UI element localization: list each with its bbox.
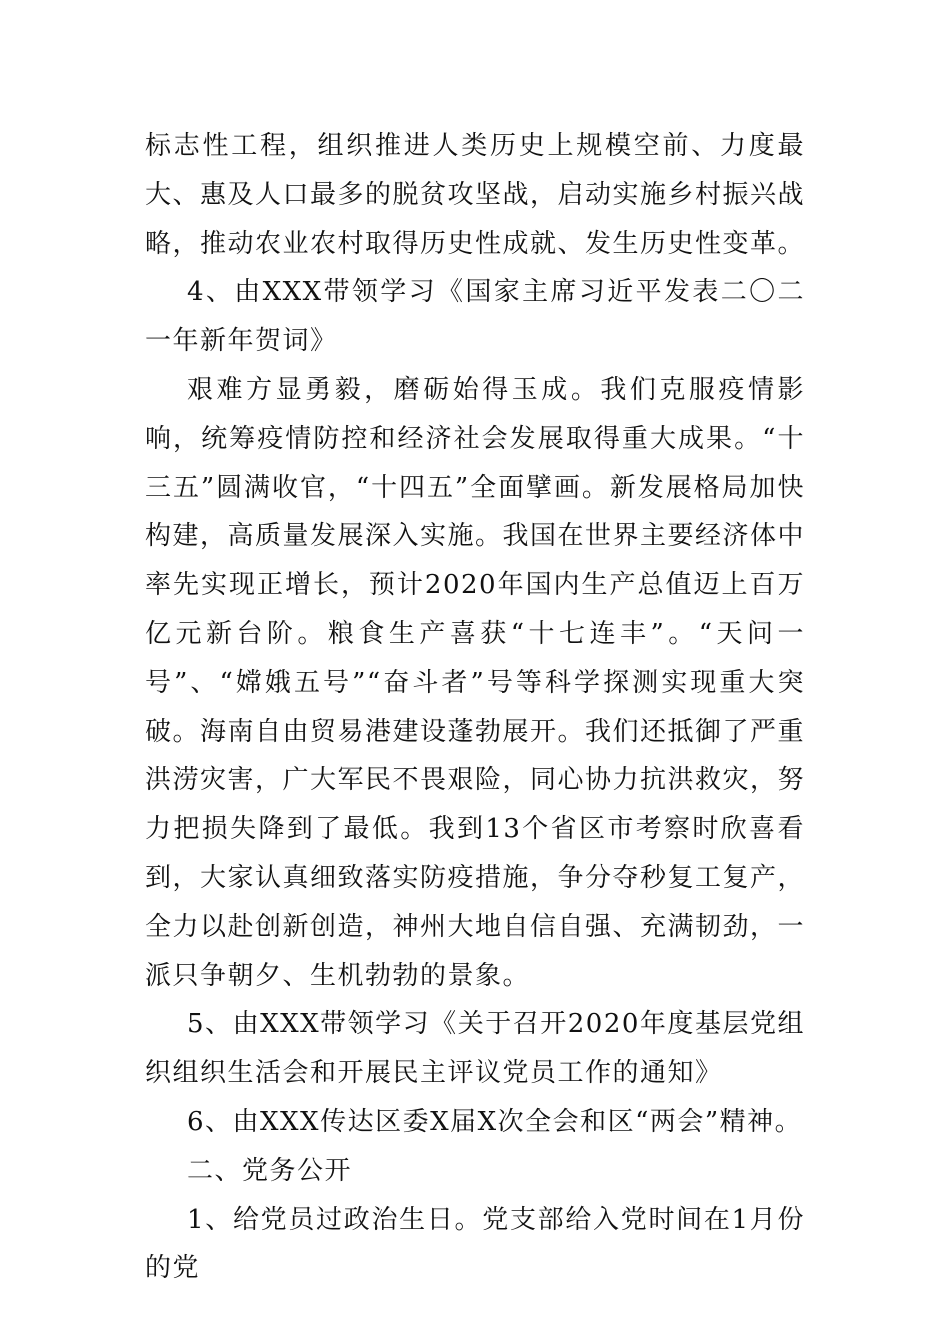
study-item-4: 4、由XXX带领学习《国家主席习近平发表二〇二一年新年贺词》: [145, 277, 805, 357]
party-affairs-item-1: 1、给党员过政治生日。党支部给入党时间在1月份的党: [145, 1204, 805, 1284]
study-item-6: 6、由XXX传达区委X届X次全会和区“两会”精神。: [187, 1106, 803, 1137]
section-heading-party-affairs: 二、党务公开: [187, 1155, 353, 1186]
body-paragraph-continued: 标志性工程，组织推进人类历史上规模空前、力度最大、惠及人口最多的脱贫攻坚战，启动实施乡村振兴战略，推动农业农村取得历史性成就、发生历史性变革。: [145, 131, 806, 259]
study-item-5: 5、由XXX带领学习《关于召开2020年度基层党组织组织生活会和开展民主评议党员工作的通知》: [145, 1009, 805, 1089]
document-page: [145, 122, 805, 1293]
new-year-speech-excerpt: 艰难方显勇毅，磨砺始得玉成。我们克服疫情影响，统筹疫情防控和经济社会发展取得重大成果。“十三五”圆满收官，“十四五”全面擘画。新发展格局加快构建，高质量发展深入实施。我国在世界主要经济体中率先实现正增长，预计2020年国内生产总值迈上百万亿元新台阶。粮食生产喜获“十七连丰”。“天问一号”、“嫦娥五号”“奋斗者”号等科学探测实现重大突破。海南自由贸易港建设蓬勃展开。我们还抵御了严重洪涝灾害，广大军民不畏艰险，同心协力抗洪救灾，努力把损失降到了最低。我到13个省区市考察时欣喜看到，大家认真细致落实防疫措施，争分夺秒复工复产，全力以赴创新创造，神州大地自信自强、充满韧劲，一派只争朝夕、生机勃勃的景象。: [145, 374, 806, 991]
